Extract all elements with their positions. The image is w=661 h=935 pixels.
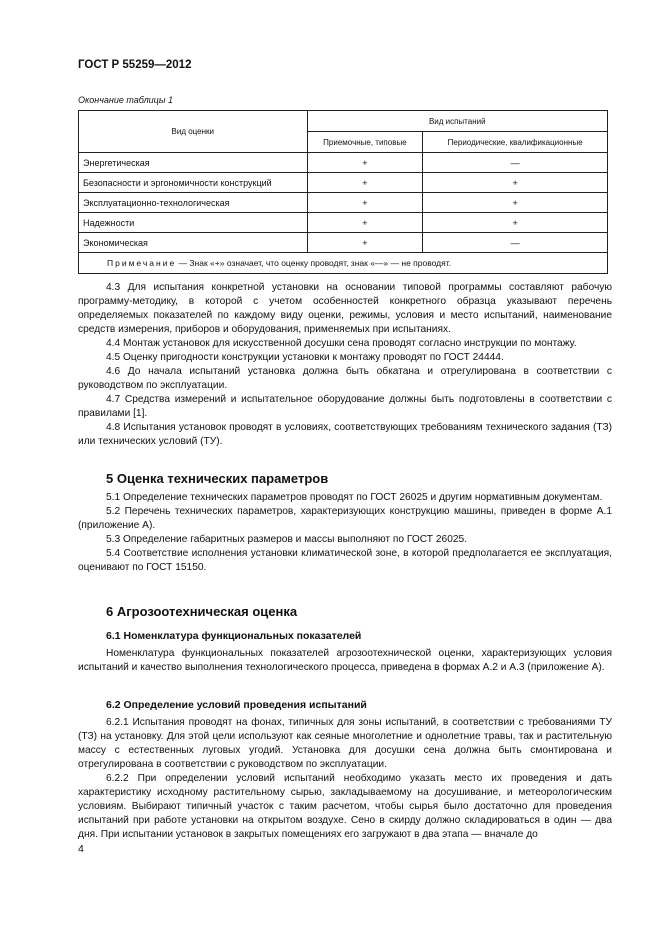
note-label: Примечание: [107, 258, 177, 268]
subsection-6-2-body: [78, 716, 612, 842]
row-acceptance-mark: +: [307, 233, 423, 253]
table-row: [79, 173, 608, 193]
row-name: Энергетическая: [79, 153, 308, 173]
table-row: [79, 193, 608, 213]
row-acceptance-mark: +: [307, 213, 423, 233]
row-acceptance-mark: +: [307, 193, 423, 213]
row-periodic-mark: +: [423, 173, 608, 193]
subsection-6-1-title: 6.1 Номенклатура функциональных показателей: [106, 630, 362, 642]
col-header-tests: Вид испытаний: [307, 111, 607, 132]
row-periodic-mark: +: [423, 193, 608, 213]
clause-4-5: 4.5 Оценку пригодности конструкции установки к монтажу проводят по ГОСТ 24444.: [106, 352, 504, 363]
clause-4-3: 4.3 Для испытания конкретной установки на основании типовой программы составляют рабочую программу-методику, в которой с учетом особенностей конкретного образца указывают перечень определяемых показателей по каждому виду оценки, режимы, условия и место испытаний, наименование средств измерения, приборов и оборудования, применяемых при испытаниях.: [78, 282, 612, 335]
row-name: Надежности: [79, 213, 308, 233]
note-text: — Знак «+» означает, что оценку проводят, знак «—» — не проводят.: [176, 258, 452, 268]
clause-4-6: 4.6 До начала испытаний установка должна быть обкатана и отрегулирована в соответствии с руководством по эксплуатации.: [78, 366, 612, 391]
row-acceptance-mark: +: [307, 173, 423, 193]
clause-6-2-2: 6.2.2 При определении условий испытаний необходимо указать место их проведения и дать характеристику исходному растительному сырью, закладываемому на досушивание, и метеорологическим условиям. Выбирают типичный участок с таким расчетом, чтобы сырья было достаточно для проведения испытаний при работе установки на открытом воздухе. Сено в скирду должно складироваться в один — два дня. При испытании установок в закрытых помещениях его загружают в два этапа — вначале до: [78, 773, 612, 840]
col-header-periodic: Периодические, квалификационные: [423, 132, 608, 153]
section-6-title: 6 Агрозоотехническая оценка: [106, 604, 298, 619]
subsection-6-1-body: [78, 647, 612, 675]
clause-5-3: 5.3 Определение габаритных размеров и массы выполняют по ГОСТ 26025.: [106, 534, 468, 545]
document-code: ГОСТ Р 55259—2012: [78, 59, 192, 71]
clause-6-1-text: Номенклатура функциональных показателей агрозоотехнической оценки, характеризующих условия испытаний и качество выполнения технологического процесса, приведена в формах А.2 и А.3 (приложение А).: [78, 648, 612, 673]
clause-5-1: 5.1 Определение технических параметров проводят по ГОСТ 26025 и другим нормативным документам.: [106, 492, 603, 503]
section-5-title: 5 Оценка технических параметров: [106, 471, 329, 486]
clause-4-8: 4.8 Испытания установок проводят в условиях, соответствующих требованиям технического задания (ТЗ) или технических условий (ТУ).: [78, 422, 612, 447]
clauses-4: [78, 281, 612, 449]
section-5-body: [78, 491, 612, 575]
table-row: [79, 153, 608, 173]
row-periodic-mark: +: [423, 213, 608, 233]
table-caption: Окончание таблицы 1: [78, 95, 173, 105]
row-periodic-mark: —: [423, 153, 608, 173]
clause-5-4: 5.4 Соответствие исполнения установки климатической зоне, в которой предполагается ее эксплуатация, оценивают по ГОСТ 15150.: [78, 548, 612, 573]
table-note: [79, 253, 608, 274]
table-note-row: [79, 253, 608, 274]
row-name: Безопасности и эргономичности конструкций: [79, 173, 308, 193]
subsection-6-2-title: 6.2 Определение условий проведения испытаний: [106, 699, 367, 711]
evaluation-table: [78, 110, 608, 274]
table-row: [79, 233, 608, 253]
row-acceptance-mark: +: [307, 153, 423, 173]
clause-5-2: 5.2 Перечень технических параметров, характеризующих конструкцию машины, приведен в форме А.1 (приложение А).: [78, 506, 612, 531]
page-number: 4: [78, 843, 84, 855]
col-header-acceptance: Приемочные, типовые: [307, 132, 423, 153]
clause-6-2-1: 6.2.1 Испытания проводят на фонах, типичных для зоны испытаний, в соответствии с требованиями ТУ (ТЗ) на установку. Для этой цели используют как сеяные многолетние и однолетние травы, так и растительную массу с естественных луговых угодий. Установка для досушки сена должна быть смонтирована и отрегулирована в соответствии с руководством по эксплуатации.: [78, 717, 612, 770]
table-row: [79, 213, 608, 233]
clause-4-7: 4.7 Средства измерений и испытательное оборудование должны быть подготовлены в соответствии с правилами [1].: [78, 394, 612, 419]
clause-4-4: 4.4 Монтаж установок для искусственной досушки сена проводят согласно инструкции по монтажу.: [106, 338, 577, 349]
row-name: Экономическая: [79, 233, 308, 253]
row-periodic-mark: —: [423, 233, 608, 253]
row-name: Эксплуатационно-технологическая: [79, 193, 308, 213]
col-header-type: Вид оценки: [79, 111, 308, 153]
